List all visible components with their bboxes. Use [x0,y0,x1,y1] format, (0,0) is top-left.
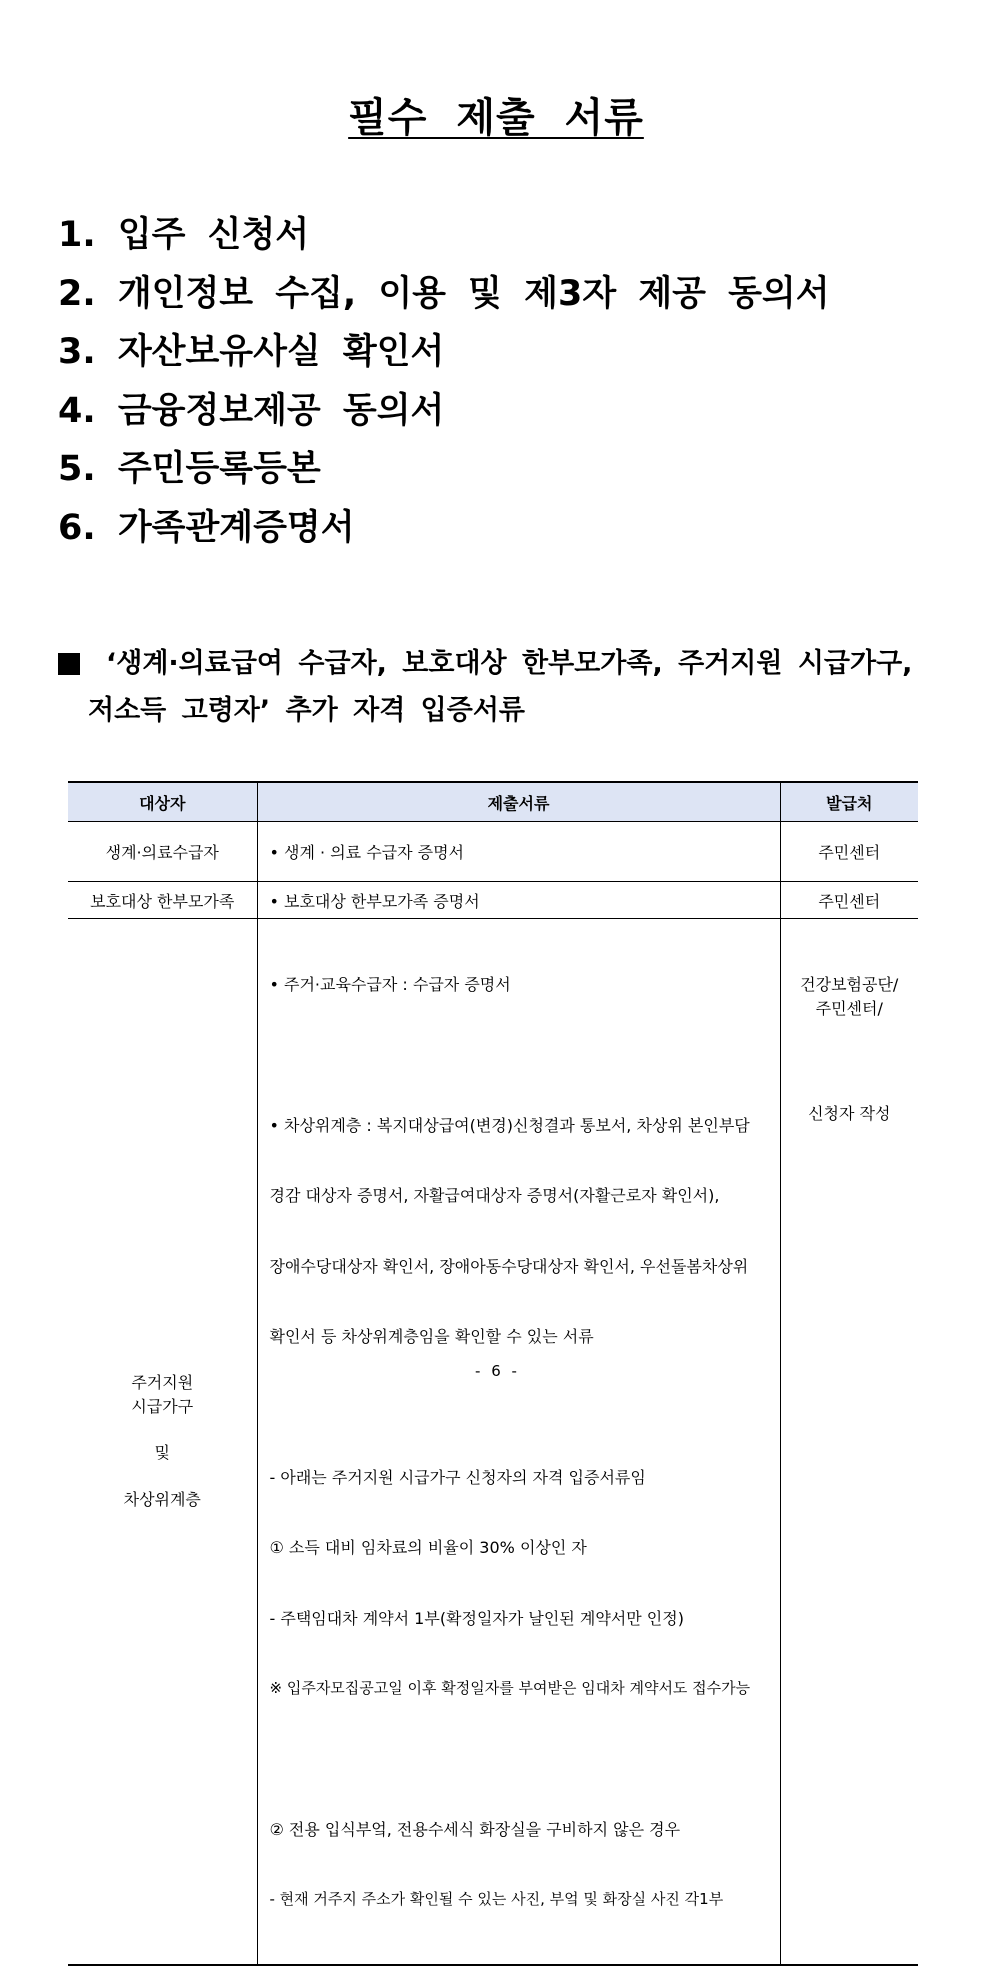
cell-documents: • 보호대상 한부모가족 증명서 [257,882,780,919]
target-line: 주거지원 [131,1373,194,1393]
document-item: 6. 가족관계증명서 [58,507,355,548]
section-heading [58,640,938,734]
page-title: 필수 제출 서류 [348,95,644,141]
black-square-icon [58,653,80,675]
header-target: 대상자 [68,782,257,822]
doc-line: 경감 대상자 증명서, 자활급여대상자 증명서(자활근로자 확인서), [269,1186,720,1205]
cell-documents: • 생계 · 의료 수급자 증명서 [257,822,780,882]
cell-target [68,919,257,1965]
doc-line: 확인서 등 차상위계층임을 확인할 수 있는 서류 [269,1327,594,1346]
doc-line: • 주거·교육수급자 : 수급자 증명서 [269,975,511,994]
issuer-line: 신청자 작성 [808,1104,891,1123]
page-number: - 6 - [475,1362,517,1380]
target-line: 시급가구 [131,1396,194,1416]
doc-line: ② 전용 입식부엌, 전용수세식 화장실을 구비하지 않은 경우 [269,1819,681,1839]
doc-line: ※ 입주자모집공고일 이후 확정일자를 부여받은 임대차 계약서도 접수가능 [269,1679,751,1697]
cell-issuer: 주민센터 [780,822,918,882]
issuer-line: 건강보험공단/ [800,975,899,994]
doc-line: - 현재 거주지 주소가 확인될 수 있는 사진, 부엌 및 화장실 사진 각1부 [269,1890,724,1908]
cell-documents [257,919,780,1965]
cell-issuer: 주민센터 [780,882,918,919]
table-row [68,822,918,882]
document-item: 1. 입주 신청서 [58,215,310,255]
doc-line: - 아래는 주거지원 시급가구 신청자의 자격 입증서류임 [269,1467,646,1487]
cell-target: 생계·의료수급자 [68,822,257,882]
table-header-row [68,782,918,822]
doc-line: • 차상위계층 : 복지대상급여(변경)신청결과 통보서, 차상위 본인부담 [269,1115,750,1135]
section-heading-line1: ‘생계·의료급여 수급자, 보호대상 한부모가족, 주거지원 시급가구, [106,648,913,679]
document-item: 3. 자산보유사실 확인서 [58,332,445,372]
document-item: 2. 개인정보 수집, 이용 및 제3자 제공 동의서 [58,273,830,314]
table-row [68,882,918,919]
required-documents-list [58,206,830,557]
doc-line: ① 소득 대비 임차료의 비율이 30% 이상인 자 [269,1538,587,1557]
cell-issuer [780,919,918,1965]
issuer-line: 주민센터/ [815,998,883,1018]
document-item: 5. 주민등록등본 [58,449,321,489]
header-issuer: 발급처 [780,782,918,822]
section-heading-line2: 저소득 고령자’ 추가 자격 입증서류 [88,695,526,726]
target-line: 및 [154,1443,170,1463]
header-documents: 제출서류 [257,782,780,822]
target-line: 차상위계층 [123,1489,201,1509]
table-row [68,919,918,1965]
document-item: 4. 금융정보제공 동의서 [58,390,445,431]
cell-target: 보호대상 한부모가족 [68,882,257,919]
doc-line: - 주택임대차 계약서 1부(확정일자가 날인된 계약서만 인정) [269,1608,684,1628]
doc-line: 장애수당대상자 확인서, 장애아동수당대상자 확인서, 우선돌봄차상위 [269,1256,749,1276]
